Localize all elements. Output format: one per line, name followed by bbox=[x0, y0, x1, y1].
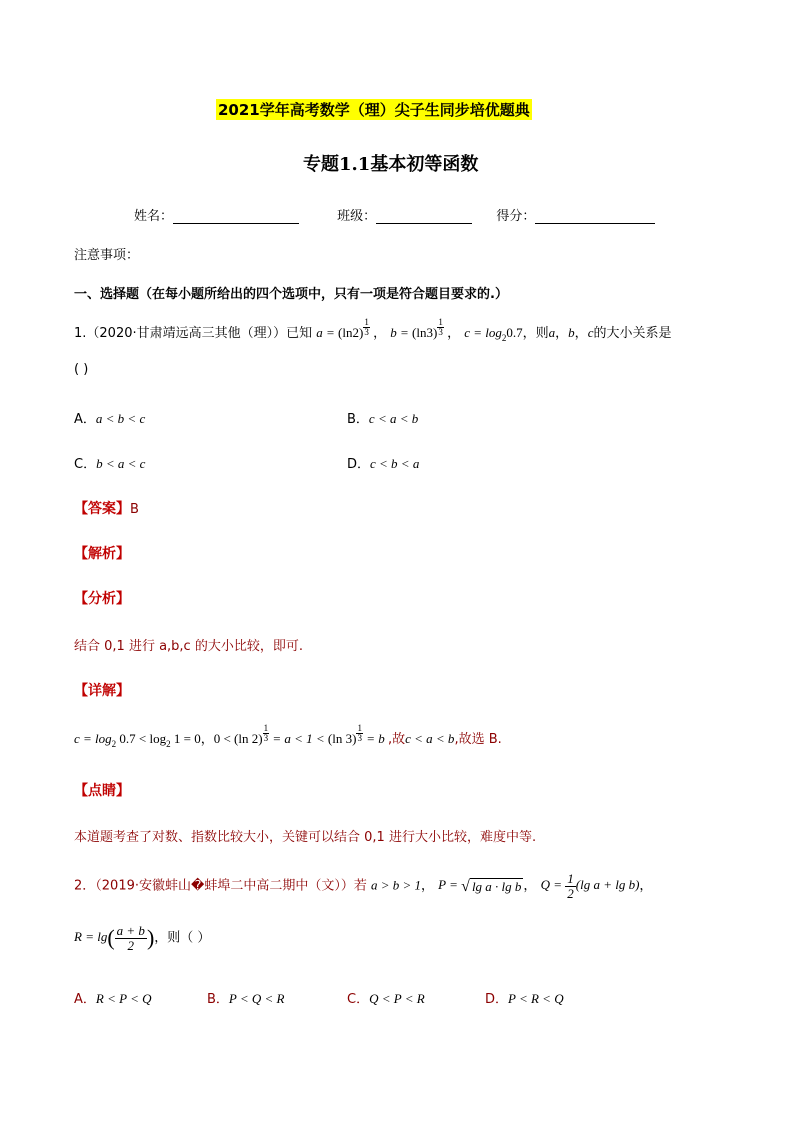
score-label: 得分： bbox=[496, 209, 536, 224]
analysis-label: 【解析】 bbox=[74, 546, 130, 562]
q1-a-def: a = (ln2) $\frac{1}{3}$ bbox=[316, 316, 369, 340]
detail-formula: $c = \log_2 0.7 < \log_2 1 = 0$，0 < (ln 2) $\frac{1}{3}$ = a < 1 < (ln 3) $\frac{1}{3}$ = b ,故c < a < b,故选 B. bbox=[74, 722, 502, 749]
notes-label: 注意事项： bbox=[74, 248, 140, 263]
q1-option-c[interactable]: C．b < a < c bbox=[74, 456, 146, 472]
section-heading: 一、选择题（在每小题所给出的四个选项中，只有一项是符合题目要求的.） bbox=[74, 287, 508, 302]
q1-option-a[interactable]: A．a < b < c bbox=[74, 411, 146, 427]
class-field[interactable] bbox=[376, 209, 472, 224]
student-info bbox=[134, 205, 655, 224]
q1-c-def: $c = \log_20.7$ bbox=[464, 325, 523, 343]
q1-b-def: b = (ln3) $\frac{1}{3}$ bbox=[390, 316, 443, 340]
q1-prefix: 1.（2020·甘肃靖远高三其他（理））已知 bbox=[74, 326, 313, 341]
name-field[interactable] bbox=[173, 209, 299, 224]
q2-option-a[interactable]: A．R < P < Q bbox=[74, 991, 152, 1007]
comment-label: 【点睛】 bbox=[74, 783, 130, 799]
q1-option-b[interactable]: B．c < a < b bbox=[347, 411, 419, 427]
answer-value: B bbox=[130, 502, 139, 517]
detail-label: 【详解】 bbox=[74, 683, 130, 699]
q1-option-d[interactable]: D．c < b < a bbox=[347, 456, 420, 472]
fenxi-label: 【分析】 bbox=[74, 591, 130, 607]
comment-text: 本道题考查了对数、指数比较大小，关键可以结合 0,1 进行大小比较，难度中等. bbox=[74, 830, 537, 845]
q2-option-b[interactable]: B．P < Q < R bbox=[207, 991, 285, 1007]
q2-prefix: 2．（2019·安徽蚌山�蚌埠二中高二期中（文））若 bbox=[74, 878, 367, 894]
name-label: 姓名： bbox=[134, 209, 174, 224]
banner bbox=[216, 99, 532, 120]
answer-label: 【答案】 bbox=[74, 501, 130, 517]
page-title: 专题1.1基本初等函数 bbox=[303, 154, 479, 175]
question-1: 1.（2020·甘肃靖远高三其他（理））已知 a = (ln2) $\frac{1}{3}$ ， b = (ln3) $\frac{1}{3}$ ， $c = \log_20.7$，则a，b，c的大小关系是 bbox=[74, 316, 672, 343]
q2-option-c[interactable]: C．Q < P < R bbox=[347, 991, 425, 1007]
class-label: 班级： bbox=[337, 209, 377, 224]
banner-text: 2021学年高考数学（理）尖子生同步培优题典 bbox=[218, 101, 530, 119]
q1-answer bbox=[74, 498, 139, 518]
q2-option-d[interactable]: D．P < R < Q bbox=[485, 991, 564, 1007]
fenxi-text: 结合 0,1 进行 a,b,c 的大小比较，即可. bbox=[74, 639, 303, 654]
question-2: 2．（2019·安徽蚌山�蚌埠二中高二期中（文））若 a > b > 1， P = √ lg a · lg b ， Q = $\frac{1}{2}$ (lg a + lg b)， bbox=[74, 871, 653, 901]
question-2-cont: R = lg( $\frac{a + b}{2}$ )，则（ ） bbox=[74, 923, 211, 953]
q1-blank: ( ) bbox=[74, 362, 89, 377]
score-field[interactable] bbox=[535, 209, 655, 224]
